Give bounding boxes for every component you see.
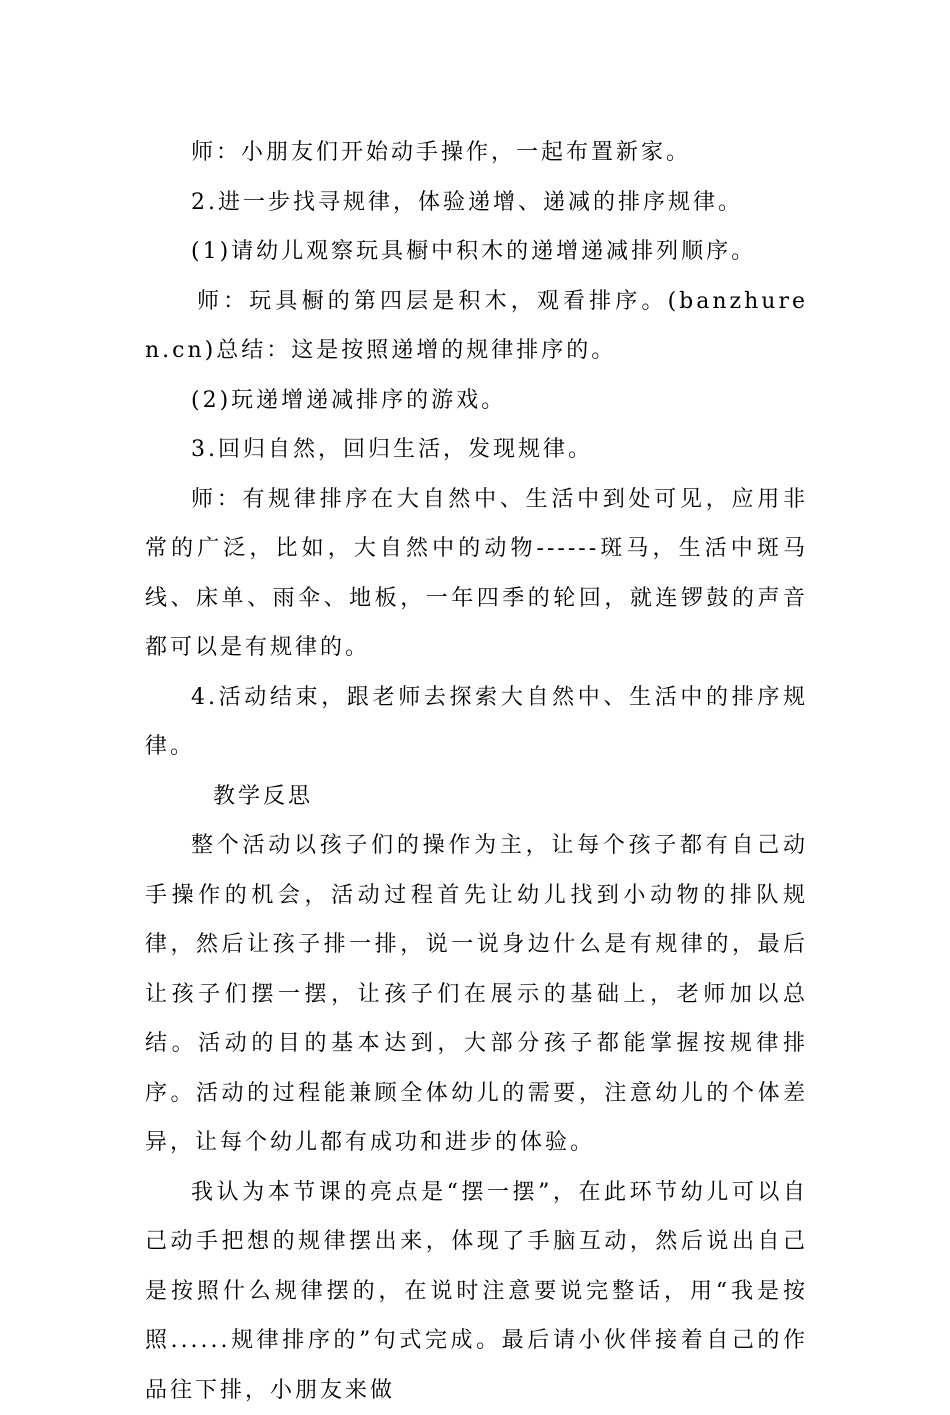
paragraph-step-2-1: (1)请幼儿观察玩具橱中积木的递增递减排列顺序。 (145, 227, 808, 277)
paragraph-reflection-1: 整个活动以孩子们的操作为主，让每个孩子都有自己动手操作的机会，活动过程首先让幼儿找到小动物的排队规律，然后让孩子排一排，说一说身边什么是有规律的，最后让孩子们摆一摆，让孩子们在展示的基础上，老师加以总结。活动的目的基本达到，大部分孩子都能掌握按规律排序。活动的过程能兼顾全体幼儿的需要，注意幼儿的个体差异，让每个幼儿都有成功和进步的体验。 (145, 821, 808, 1168)
paragraph-teacher-instruction: 师：小朋友们开始动手操作，一起布置新家。 (145, 128, 808, 178)
paragraph-step-3: 3.回归自然，回归生活，发现规律。 (145, 425, 808, 475)
paragraph-step-2: 2.进一步找寻规律，体验递增、递减的排序规律。 (145, 178, 808, 228)
section-heading-reflection: 教学反思 (145, 772, 808, 822)
paragraph-step-4: 4.活动结束，跟老师去探索大自然中、生活中的排序规律。 (145, 673, 808, 772)
paragraph-step-2-2: (2)玩递增递减排序的游戏。 (145, 376, 808, 426)
document-body (145, 128, 808, 1415)
paragraph-reflection-2: 我认为本节课的亮点是“摆一摆”，在此环节幼儿可以自己动手把想的规律摆出来，体现了手脑互动，然后说出自己是按照什么规律摆的，在说时注意要说完整话，用“我是按照......规律排序的”句式完成。最后请小伙伴接着自己的作品往下排，小朋友来做 (145, 1168, 808, 1415)
paragraph-teacher-summary: 师：玩具橱的第四层是积木，观看排序。(banzhuren.cn)总结：这是按照递增的规律排序的。 (145, 277, 808, 376)
paragraph-teacher-nature: 师：有规律排序在大自然中、生活中到处可见，应用非常的广泛，比如，大自然中的动物------斑马，生活中斑马线、床单、雨伞、地板，一年四季的轮回，就连锣鼓的声音都可以是有规律的。 (145, 475, 808, 673)
